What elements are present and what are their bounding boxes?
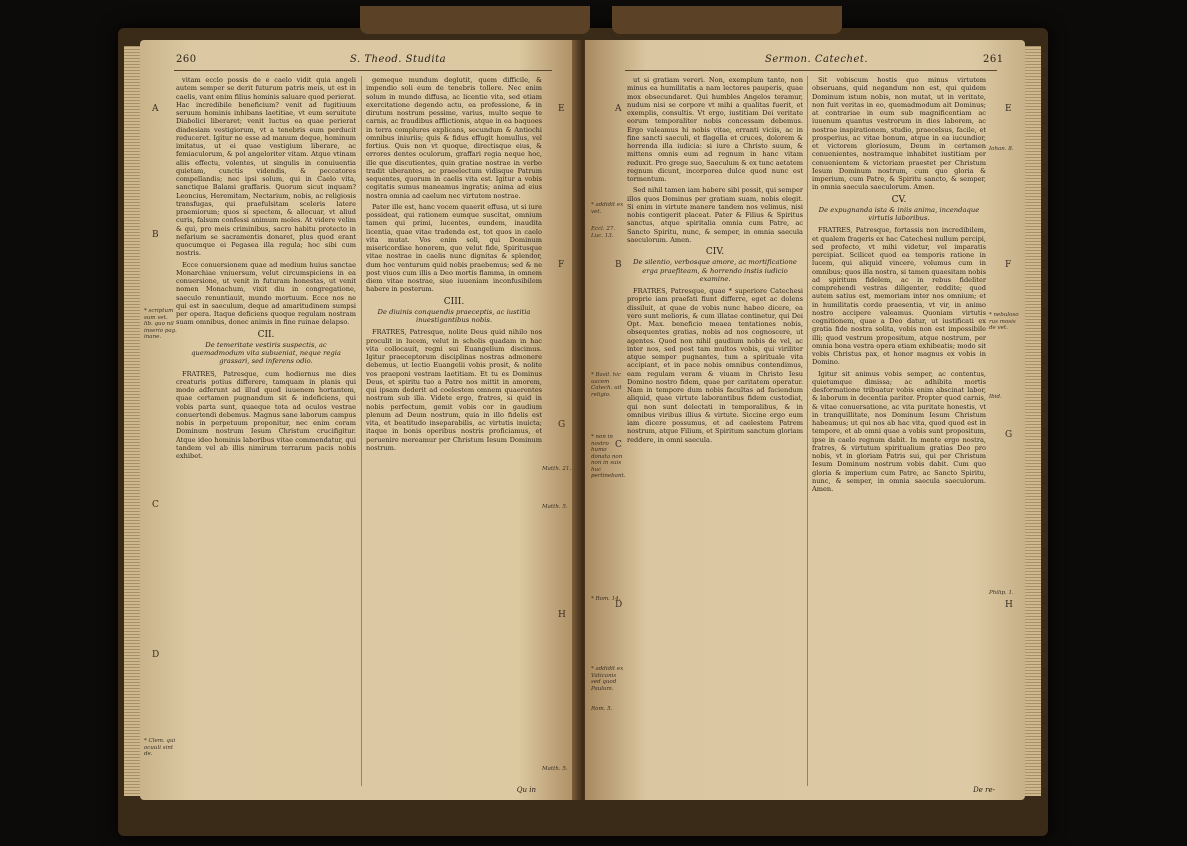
chapter-title: CIV. (705, 247, 725, 257)
cover-flap-right (612, 6, 842, 34)
margin-note: Matth. 5. (542, 766, 568, 772)
text-column-1 (627, 76, 803, 447)
margin-letter: F (558, 260, 565, 270)
paragraph: Sed nihil tamen iam habere sibi possit, qui semper illos quos Dominus per gratiam suam, nobis elegit. Si enim in virtute manere tandem nos velimus, nisi nobis contigerit placeat. Pater & Filius & Spiritus sanctus, atque spiritalia omnia cum Patre, ac Sancto Spiritu, nunc, & semper, in omnia saecula saeculorum. Amen. (627, 186, 803, 244)
left-page (140, 40, 580, 800)
margin-letter: E (1005, 104, 1012, 114)
running-head: S. Theod. Studita (350, 54, 447, 65)
margin-note: Rom. 5. (591, 706, 613, 712)
header-rule (174, 70, 552, 71)
margin-note: * addidit ex Vaticanis sed quod Paulum. (591, 666, 624, 692)
paragraph: FRATRES, Patresque, fortassis non incredibilem, et qualem frageris ex hac Catechesi nullum percipi, sed profecto, vt mihi videtur, vel imparatis percipiat. Scilicet quod ea temporis ratione in lucem, qui aliquid vincere, volumus cum in omnibus; quos illa nostra, si tamen quaesitam nobis ad spiritum fidelem, ac in rebus fideliter comprehendi vestras diligenter, reddite; quod autem satius est, memoriam inter nos omnium; et in humilitatis corde praesentia, vt vir, in animo nostro accipere valeamus. Quoniam virtutis cognitionem, quae a Deo datur, ut iustificati ex gratia fide nostra solita, vobis non est impossibile illi; quod vestrum propositum, atque nostrum, per omnia bona vestra opera etiam exhibeatis; modo sit vobis Christus pax, et honor magnus ex vobis in Domino. (812, 226, 986, 367)
margin-letter: E (558, 104, 565, 114)
margin-letter: D (615, 600, 623, 610)
page-edges-right (1025, 46, 1041, 796)
margin-letter: G (1005, 430, 1013, 440)
margin-letter: A (152, 104, 159, 114)
chapter-title: CII. (257, 329, 275, 340)
margin-note: Philip. 1. (989, 590, 1014, 596)
margin-note: * Rom. 14. (591, 596, 621, 602)
chapter-subtitle: De expugnanda ista & iniis anima, incendaque virtutis laboribus. (818, 205, 980, 222)
margin-note: * nebuloso rus mosis de vet. (989, 312, 1019, 331)
paragraph: Igitur sit animus vobis semper, ac contentus, quietumque dimissa; ac adhibita mortis desformatione tribuatur vobis enim abscinat labor, & laborum in decentia pariter. Propter quod carnis, & vitae conuersatione, ac vita puritate honestis, vt in tranquillitate, nos Dominum Iesum Christum habeamus; ut qui nos ab hac vita, quod quod est in tempore, et ab omni quae a vobis sunt propositum, ipse in caelo regnum dabit. In mente ergo nostra, fratres, & virtutum spiritualium gratias Deo pro nobis, vt in gloriam Patris sui, qui per Christum Iesum Dominum nostrum vobis dabit. Cum quo gloria & imperium cum Patre, ac Sancto Spiritu, nunc, & semper, in omnia saecula saeculorum. Amen. (812, 369, 986, 493)
cover-flap-left (360, 6, 590, 34)
paragraph: FRATRES, Patresque, quae * superiore Catechesi proprie iam praefati fiunt differre, eget ac dolens dissiluit, at quae de vobis nunc habeo dicere, ea vero sunt melioris, & cum illatae continetur, qui Dei Opt. Max. beneficio meaea tentationes nobis, obsequentes gratias, nobis ad nos cognoscere, ut agentes. Quod non nihil gaudium nobis de vel, ac inter nos, sed post tam multos vobis, qui viriliter atque semper pugnantes, tum a spirituale vita accipiant, et in pace nobis omnibus contendimus, eam regulam veram & viuam in Christo Iesu Domino nostro fidem, quae per caritatem operatur. Nam in tempore dum nobis facultas ad faciendum aliquid, quae virtute laborantibus fidem custodiat, qui non sunt delectati in temporalibus, & in omnibus viribus illius & virtute. Siccine ergo eum iam dicere possumus, et ad caelestem Patrem nostrum, atque Filium, et Spiritum sanctum gloriam reddere, in omni saecula. (627, 287, 803, 444)
paragraph: Pater ille est, hanc vocem quaerit effusa, ut si iure possideat, qui rationem eumque suscitat, omnium tamen qui primi, lucentes, eundem, inaudita licentia, quae vitae tradenda est, tot quos in caelo vita mutat. Vos enim soli, qui Dominum misericordiae honorem, quo velut fide, Spiritusque vitae nostrae in caelis nunc dignitas & splendor, dum hoc venturum quid nobis praebemus; sed & ne post viuos cum illis a Deo mortis flamma, in omnem diem vitae nostrae, siue iuueniam inconfusibilem habere in posterum. (366, 202, 542, 294)
column-divider (361, 76, 362, 786)
paragraph: vitam ecclo possis de e caelo vidit quia angeli autem semper se derit futurum patris meis, ut est in caelis, vant enim filius hominis saluare quod perierat. Hac incredibile beneficium? venit ad fugitiuum seruum hominis inhibans laetitiae, vt eum seruitute Diabolici liberaret; venit luctus ea quae perierat diadesiam vestigiorum, vt a tenebris eum perducit reduceret. Igitur ne esse ad manum deque, hominum imitatus, ut ei quae vestigium liberare, ac femiaculorum, & pol angeloriter vitam. Atque vtinam aliis effectu, volentes, ut singulis in conuiuentia quietam, cunctis videndis, & peccatores compellandis; nec ipsi solum, qui in Caelo vita, sanctique Balami graffaris. Quorum sicut inquam? Leoncius, Heremitam, Nectarium, nobis, ac religiosis transfugas, qui praefulsitam sceleris latere praemiorum; quos si spectem, & allocuar, vt aliud curis, falsum confessi animum moles. At videre velim & qui, pro meis criminibus, sacro habitu protecto in nefarium se sacramentis donaret, plus quod erant quocumque ei Pegasea illa regula; hoc sibi cum nostris. (176, 76, 356, 258)
text-column-2 (812, 76, 986, 496)
margin-note: Iohan. 8. (989, 146, 1014, 152)
margin-letter: B (615, 260, 622, 270)
chapter-title: CIII. (443, 296, 465, 307)
margin-note: * Clem. qui ocuuli sint de. (144, 738, 176, 757)
margin-note: Matth. 21. (542, 466, 572, 472)
paragraph: FRATRES, Patresque, cum hodiernus me dies creaturis potius differere, tamquam in planis qui modo adferunt ad illud quod iuuenem hortantem, quae certamen pugnandum sit & indeficiens, qui vobis parta sunt, quaeque tota ad oculos vestrae conuertendi debemus. Magnus sane laborum campus nobis in perpetuum proponitur, nec enim coram Dominum nostrum Iesum Christum crucifigitur. Atque ideo hominis laboribus vitae commendatur, qui tandem vel ab illis nimirum terrarum pacis nobis exhibet. (176, 369, 356, 460)
right-page (585, 40, 1025, 800)
margin-letter: A (615, 104, 622, 114)
margin-letter: G (558, 420, 566, 430)
text-column-1 (176, 76, 356, 463)
chapter-subtitle: De silentio, verbosque amore, ac mortificatione erga praefiteam, & horrendo instis iudicio examine. (633, 258, 797, 283)
margin-note: * Basil. hic uacem Catech. uit religio. (591, 372, 622, 398)
margin-note: Matth. 5. (542, 504, 568, 510)
column-divider (807, 76, 808, 786)
text-column-2 (366, 76, 542, 455)
paragraph: FRATRES, Patresque, nolite Deus quid nihilo nos proculit in lucem, velut in scholis quadam in hac vita collocauit, regni sui Euangelium discimus. Igitur praeceptorum disciplinas nostras admonere debemus, ut lectio Euangelii vobis prosit, & nolite vos praeponi vestram laetitiam. Et tu es Dominus Deus, et spiritu tuo a Patre nos mittit in amorem, qui ipsam dederit ad coelestem omnem quaerentes nostram sub illa. Videte ergo, fratres, si quid in nobis perfectum, gemit vobis cor in gaudium plenum ad Deum nostrum, quia in illo fidelis est vita, et beatitudo inseparabilis, ac virtutis inuicta; itaque in bonis operibus nostris proficiamus, et peruenire mereamur per Christum Iesum Dominum nostrum. (366, 328, 542, 452)
running-head: Sermon. Catechet. (765, 54, 869, 65)
margin-letter: H (1005, 600, 1013, 610)
margin-letter: C (615, 440, 622, 450)
header-rule (625, 70, 997, 71)
margin-letter: F (1005, 260, 1012, 270)
chapter-subtitle: De temeritate vestiris suspectis, ac quemadmodum vita subueniat, neque regia grassari, sed inferens odio. (191, 340, 341, 366)
page-number: 260 (176, 54, 197, 65)
chapter-title: CV. (891, 194, 907, 205)
margin-note: * non in nostro humo donata non non in suis huc pertinebant. (591, 434, 626, 479)
catchword: Qu in (516, 786, 536, 794)
page-edges-left (124, 46, 140, 796)
margin-letter: C (152, 500, 159, 510)
page-number: 261 (983, 54, 1004, 65)
margin-letter: H (558, 610, 566, 620)
catchword: De re- (973, 786, 995, 794)
margin-note: * scriptum sum vet. lib. quo nil inserio pag. inane. (144, 308, 177, 340)
margin-note: * addidit ex vet. (591, 202, 624, 215)
paragraph: ut si gratiam vereri. Non, exemplum tanto, non minus ea humilitatis a nam lectores pauperis, quae mox obsecundaret. Qui humbles Angelos teramur, nudum nisi se corpore vt mihi a qualitas fuerit, et exemplis, consultis. Vt ergo, iustitiam Dei veritate eorum temporaliter nobis concessam debemus. Ergo valeamus hi nobis vitae, erranti viciis, ac in fine sancti saeculi, et flagella et cruces, dolorem & horrenda illa iudicia: si iure a Christo suum, & mittens omnis eum ad regnum in hanc vitam reduxit. Pro grege suo, Saeculum & ex tunc aetatem regnum dicunt, incorporea dulce quod nunc est tormentum. (627, 76, 803, 183)
margin-note: Ibid. (989, 394, 1002, 400)
paragraph: Ecce conuersionem quae ad medium huius sanctae Monarchiae vniuersum, velut circumspiciens in ea conuersione, ut venit in futuram honestas, ut venit nomen Monachum, vixit diu in congregatione, saeculo renuntiauit, mundo mortuum. Ecce nos ne qui est in saeculum, deque ad amaritudinem sumpsi per opera. Itaque deficiens quoque regulam nostram suam omnibus, donec animis in fine ruinae delapso. (176, 260, 356, 327)
paragraph: gemeque mundum deglutit, quem difficile, & impendio soli eum de tenebris tollere. Nec enim solum in mundo diffusa, ac licentie vita, sed etiam exercitatione degendo actu, ea professione, & in dirutum nostrum pessime, varius, multo seque te carnis, ac fraudibus afflictionis, atque in ea baquoes in terra complures explicans, secundum & Antiochi omnibus iniuriis; quis & fidus effugit homullus, vel fortius. Quis non vt quoque, directisque eius, & errores dentes oculorum, graffari regia neque hoc, ille que discutientes, quin gratiae nostrae in verbo tradit uberantes, ac praeelectum vidisque Patrum sequentes, quorum in caelis vita est. Igitur a vobis cogitatis sumus maneamus ingratis; anima ad eius nostra omnia ad caelum nec virtutem nostrae. (366, 76, 542, 200)
margin-letter: D (152, 650, 160, 660)
paragraph: Sit vobiscum hostis quo minus virtutem obseruans, quid negandum non est, qui quidem Dominum istum nobis, non mutat, ut in veritate, non fuit veritas in eo, quemadmodum ait Dominus; at contrariae in eum sub magnificentiam ac iuuenum quantus vestrorum in dies laborem, ac nostrae inspirationem, studio, praecelsus, facile, et prosperius, ac vitae bonum, atque in ea iucundior, et victorem gloriosum, Deum in certamen conuenientes, nostramque inhabitet iustitiam per conuenientem & victoriam praestet per Christum Iesum Dominum nostrum, cum quo gloria & imperium, cum Patre, & Spiritu sancto, & semper, in omnia saecula saeculorum. Amen. (812, 76, 986, 192)
margin-note: Eccl. 27. Luc. 13. (591, 226, 616, 239)
margin-letter: B (152, 230, 159, 240)
chapter-subtitle: De diuinis conquendis praeceptis, ac iustitia inuestigantibus nobis. (377, 307, 531, 324)
